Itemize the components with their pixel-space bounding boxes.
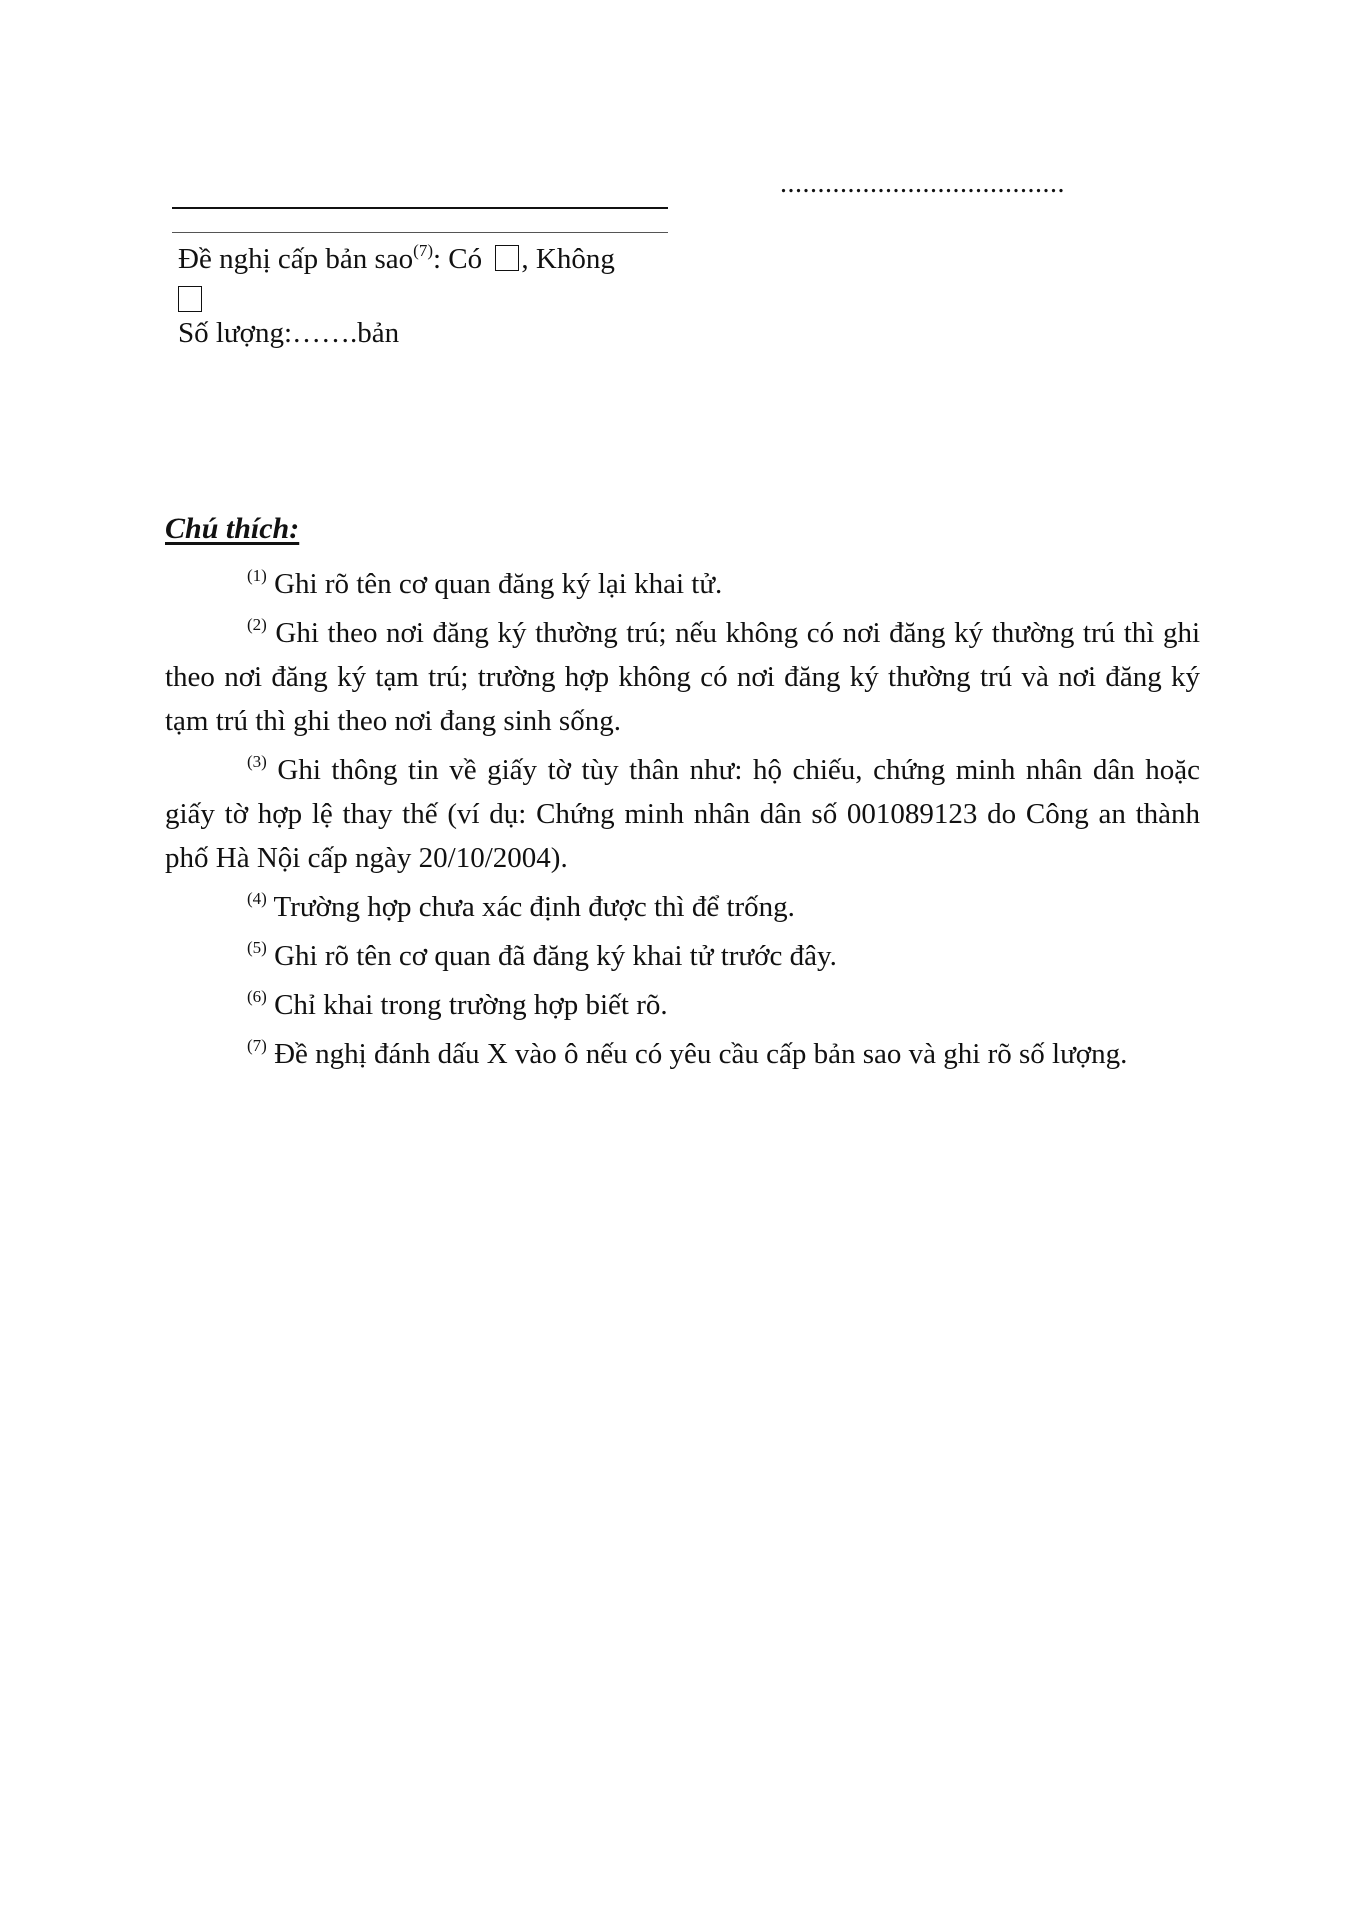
note-text: Ghi theo nơi đăng ký thường trú; nếu không có nơi đăng ký thường trú thì ghi theo nơi đăng ký tạm trú; trường hợp không có nơi đăng ký thường trú và nơi đăng ký tạm trú thì ghi theo nơi đang sinh sống. xyxy=(165,617,1200,737)
note-item xyxy=(165,562,1200,606)
note-text: Trường hợp chưa xác định được thì để trống. xyxy=(266,891,795,923)
notes-list xyxy=(165,562,1200,1081)
copy-yes-label: : Có xyxy=(432,243,490,275)
note-item xyxy=(165,1032,1200,1076)
note-item xyxy=(165,885,1200,929)
note-number: (3) xyxy=(247,752,267,771)
copy-no-label: , Không xyxy=(521,243,615,275)
note-text: Đề nghị đánh dấu X vào ô nếu có yêu cầu cấp bản sao và ghi rõ số lượng. xyxy=(266,1038,1128,1070)
note-number: (7) xyxy=(247,1036,267,1055)
separator-thin xyxy=(172,232,668,233)
note-item xyxy=(165,611,1200,743)
notes-title: Chú thích: xyxy=(165,512,300,545)
copy-request-footnote-ref: (7) xyxy=(413,241,433,260)
note-text: Ghi rõ tên cơ quan đã đăng ký khai tử trước đây. xyxy=(266,940,837,972)
note-item xyxy=(165,934,1200,978)
note-number: (2) xyxy=(247,615,267,634)
copy-no-checkbox[interactable] xyxy=(178,286,202,312)
copy-request xyxy=(178,240,678,319)
note-text: Ghi rõ tên cơ quan đăng ký lại khai tử. xyxy=(266,568,723,600)
copy-request-label: Đề nghị cấp bản sao xyxy=(178,243,414,275)
note-number: (5) xyxy=(247,938,267,957)
note-number: (1) xyxy=(247,566,267,585)
signature-dotted-line: ...................................... xyxy=(780,168,1065,199)
note-text: Chỉ khai trong trường hợp biết rõ. xyxy=(266,989,668,1021)
note-number: (4) xyxy=(247,889,267,908)
copy-yes-checkbox[interactable] xyxy=(495,245,519,271)
copy-quantity: Số lượng:…….bản xyxy=(178,317,400,349)
separator-thick xyxy=(172,207,668,209)
note-number: (6) xyxy=(247,987,267,1006)
note-item xyxy=(165,748,1200,880)
note-text: Ghi thông tin về giấy tờ tùy thân như: hộ chiếu, chứng minh nhân dân hoặc giấy tờ hợp lệ thay thế (ví dụ: Chứng minh nhân dân số 001089123 do Công an thành phố Hà Nội cấp ngày 20/10/2004). xyxy=(165,754,1200,874)
note-item xyxy=(165,983,1200,1027)
